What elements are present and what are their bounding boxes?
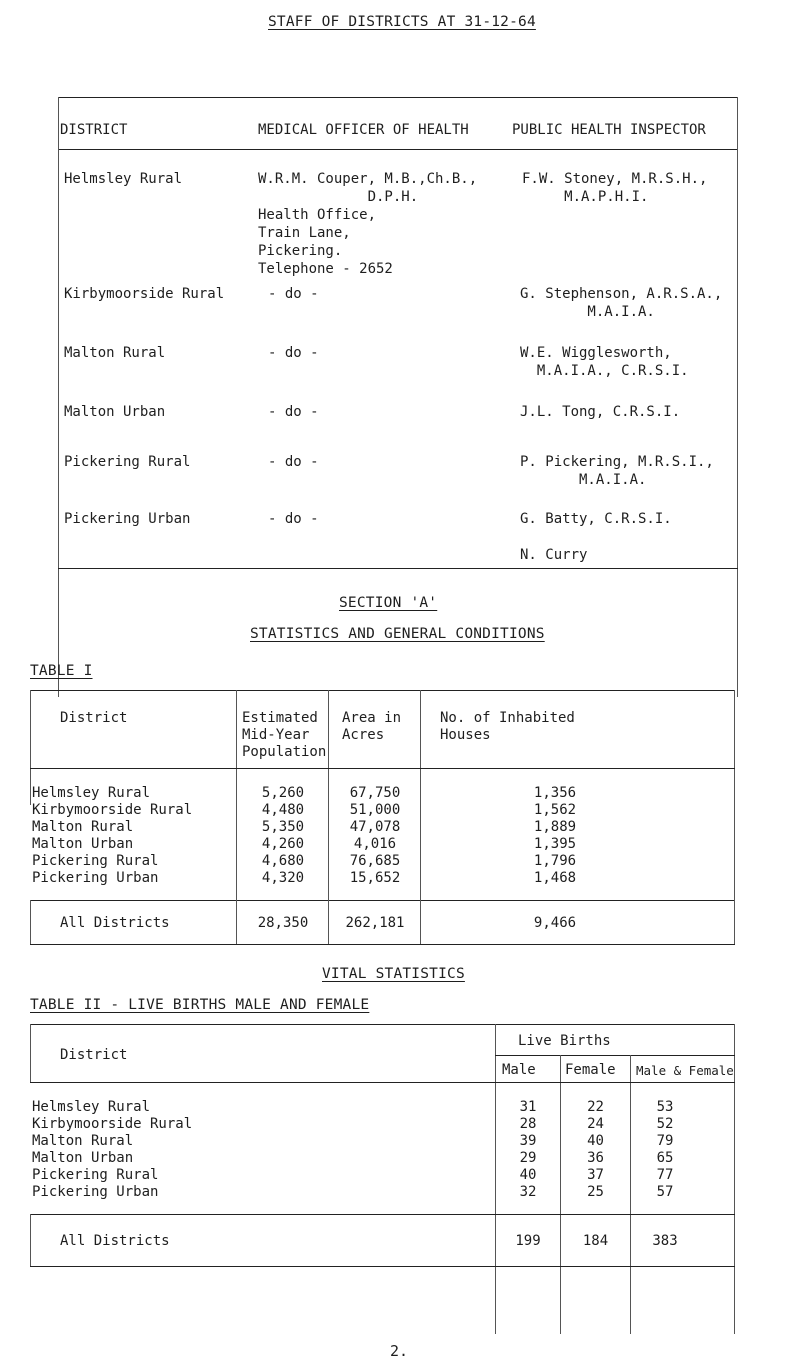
table1-header-houses: No. of Inhabited Houses (440, 710, 575, 743)
staff-row-inspector: J.L. Tong, C.R.S.I. (520, 404, 681, 420)
staff-header-inspector: PUBLIC HEALTH INSPECTOR (512, 122, 706, 138)
table1-right-border (734, 690, 735, 900)
table1-row-population: 4,260 (261, 836, 305, 852)
table1-divider (236, 690, 237, 900)
table2-header-rule (30, 1082, 735, 1083)
table1-row-district: Helmsley Rural (32, 785, 151, 801)
table2-row-total: 77 (656, 1167, 674, 1183)
table1-row-population: 5,260 (261, 785, 305, 801)
table2-row-total: 57 (656, 1184, 674, 1200)
vital-statistics-heading: VITAL STATISTICS (322, 966, 465, 982)
table1-bottom-rule (30, 944, 735, 945)
table1-top-rule (30, 690, 735, 691)
table1-total-houses: 9,466 (533, 915, 577, 931)
table1-row-area: 4,016 (353, 836, 397, 852)
table2-row-female: 40 (587, 1133, 604, 1149)
table1-row-district: Kirbymoorside Rural (32, 802, 193, 818)
table1-body-rule (30, 900, 735, 901)
table1-row-area: 67,750 (349, 785, 401, 801)
staff-row-medical: W.R.M. Couper, M.B.,Ch.B., D.P.H. Health Office, Train Lane, Pickering. Telephone - 2652 (258, 171, 478, 277)
table2-row-district: Malton Rural (32, 1133, 134, 1149)
table2-row-total: 79 (656, 1133, 674, 1149)
table2-group-rule (495, 1055, 735, 1056)
table2-row-female: 25 (587, 1184, 604, 1200)
table2-row-total: 53 (656, 1099, 674, 1115)
table1-row-area: 47,078 (349, 819, 401, 835)
staff-table-top-rule (58, 97, 738, 98)
table1-left-border (30, 900, 31, 944)
table2-right-border (734, 1024, 735, 1334)
table1-total-population: 28,350 (257, 915, 309, 931)
table2-left-border (30, 1214, 31, 1266)
table2-label: TABLE II - LIVE BIRTHS MALE AND FEMALE (30, 997, 370, 1013)
staff-header-district: DISTRICT (60, 122, 128, 138)
staff-row-district: Pickering Rural (64, 454, 191, 470)
table1-row-houses: 1,395 (533, 836, 577, 852)
staff-row-inspector: G. Batty, C.R.S.I. N. Curry (520, 511, 672, 563)
table1-header-district: District (60, 710, 128, 726)
staff-row-medical: - do - (268, 345, 319, 361)
staff-row-inspector: F.W. Stoney, M.R.S.H., M.A.P.H.I. (522, 171, 708, 205)
table2-row-male: 28 (519, 1116, 537, 1132)
table1-row-district: Malton Urban (32, 836, 134, 852)
table1-row-houses: 1,889 (533, 819, 577, 835)
staff-row-medical: - do - (268, 404, 319, 420)
table2-row-total: 52 (656, 1116, 674, 1132)
table2-row-district: Malton Urban (32, 1150, 134, 1166)
table1-divider (328, 690, 329, 900)
staff-row-district: Malton Rural (64, 345, 166, 361)
table1-header-area: Area in Acres (342, 710, 402, 743)
table2-header-district: District (60, 1047, 128, 1063)
staff-table-header-rule (58, 149, 738, 150)
table1-row-houses: 1,796 (533, 853, 577, 869)
table1-row-area: 76,685 (349, 853, 401, 869)
table2-total-births: 383 (652, 1233, 678, 1249)
table1-left-border (30, 690, 31, 805)
staff-row-medical: - do - (268, 511, 319, 527)
table2-header-male: Male (502, 1062, 536, 1078)
table1-divider (328, 900, 329, 944)
table2-row-district: Pickering Urban (32, 1184, 159, 1200)
table2-top-rule (30, 1024, 735, 1025)
staff-row-inspector: W.E. Wigglesworth, M.A.I.A., C.R.S.I. (520, 345, 689, 379)
staff-row-inspector: P. Pickering, M.R.S.I., M.A.I.A. (520, 454, 714, 488)
table1-row-area: 15,652 (349, 870, 401, 886)
table2-row-female: 22 (587, 1099, 604, 1115)
table2-bottom-rule (30, 1266, 735, 1267)
page-title: STAFF OF DISTRICTS AT 31-12-64 (268, 14, 536, 30)
table1-divider (420, 900, 421, 944)
staff-table-left-border (58, 97, 59, 697)
table2-row-female: 24 (587, 1116, 604, 1132)
staff-table-bottom-rule (58, 568, 738, 569)
table2-row-district: Helmsley Rural (32, 1099, 151, 1115)
table1-row-area: 51,000 (349, 802, 401, 818)
table2-header-male-female: Male & Female (636, 1063, 734, 1078)
table1-header-population: Estimated Mid-Year Population (242, 710, 327, 760)
section-heading: SECTION 'A' (339, 595, 438, 611)
staff-row-medical: - do - (268, 286, 319, 302)
table2-row-male: 31 (519, 1099, 537, 1115)
table2-total-male: 199 (515, 1233, 541, 1249)
table1-divider (420, 690, 421, 900)
table1-row-district: Pickering Rural (32, 853, 159, 869)
table1-total-label: All Districts (60, 915, 170, 931)
table2-row-total: 65 (656, 1150, 674, 1166)
staff-row-district: Pickering Urban (64, 511, 191, 527)
table2-row-male: 29 (519, 1150, 537, 1166)
table1-row-population: 5,350 (261, 819, 305, 835)
table2-row-district: Kirbymoorside Rural (32, 1116, 193, 1132)
staff-header-medical: MEDICAL OFFICER OF HEALTH (258, 122, 469, 138)
table2-left-border (30, 1024, 31, 1082)
table2-row-male: 39 (519, 1133, 537, 1149)
table1-row-district: Malton Rural (32, 819, 134, 835)
table2-body-rule (30, 1214, 735, 1215)
table2-row-male: 32 (519, 1184, 537, 1200)
table1-row-houses: 1,356 (533, 785, 577, 801)
table2-row-female: 36 (587, 1150, 604, 1166)
table1-divider (236, 900, 237, 944)
table2-header-female: Female (565, 1062, 616, 1078)
table1-right-border (734, 900, 735, 944)
staff-row-medical: - do - (268, 454, 319, 470)
table1-row-houses: 1,562 (533, 802, 577, 818)
table1-row-district: Pickering Urban (32, 870, 159, 886)
table2-row-male: 40 (519, 1167, 537, 1183)
staff-row-inspector: G. Stephenson, A.R.S.A., M.A.I.A. (520, 286, 723, 320)
staff-row-district: Helmsley Rural (64, 171, 183, 187)
table1-total-area: 262,181 (345, 915, 405, 931)
statistics-heading: STATISTICS AND GENERAL CONDITIONS (250, 626, 545, 642)
page-number: 2. (390, 1342, 409, 1360)
staff-table-right-border (737, 97, 738, 697)
staff-row-district: Kirbymoorside Rural (64, 286, 225, 302)
table1-row-population: 4,680 (261, 853, 305, 869)
table2-total-label: All Districts (60, 1233, 170, 1249)
table2-header-live-births: Live Births (518, 1033, 611, 1049)
table1-header-rule (30, 768, 735, 769)
table1-label: TABLE I (30, 663, 93, 679)
staff-row-district: Malton Urban (64, 404, 166, 420)
table1-row-population: 4,480 (261, 802, 305, 818)
table1-row-houses: 1,468 (533, 870, 577, 886)
table2-row-district: Pickering Rural (32, 1167, 159, 1183)
table2-total-female: 184 (582, 1233, 609, 1249)
table1-row-population: 4,320 (261, 870, 305, 886)
table2-row-female: 37 (587, 1167, 604, 1183)
